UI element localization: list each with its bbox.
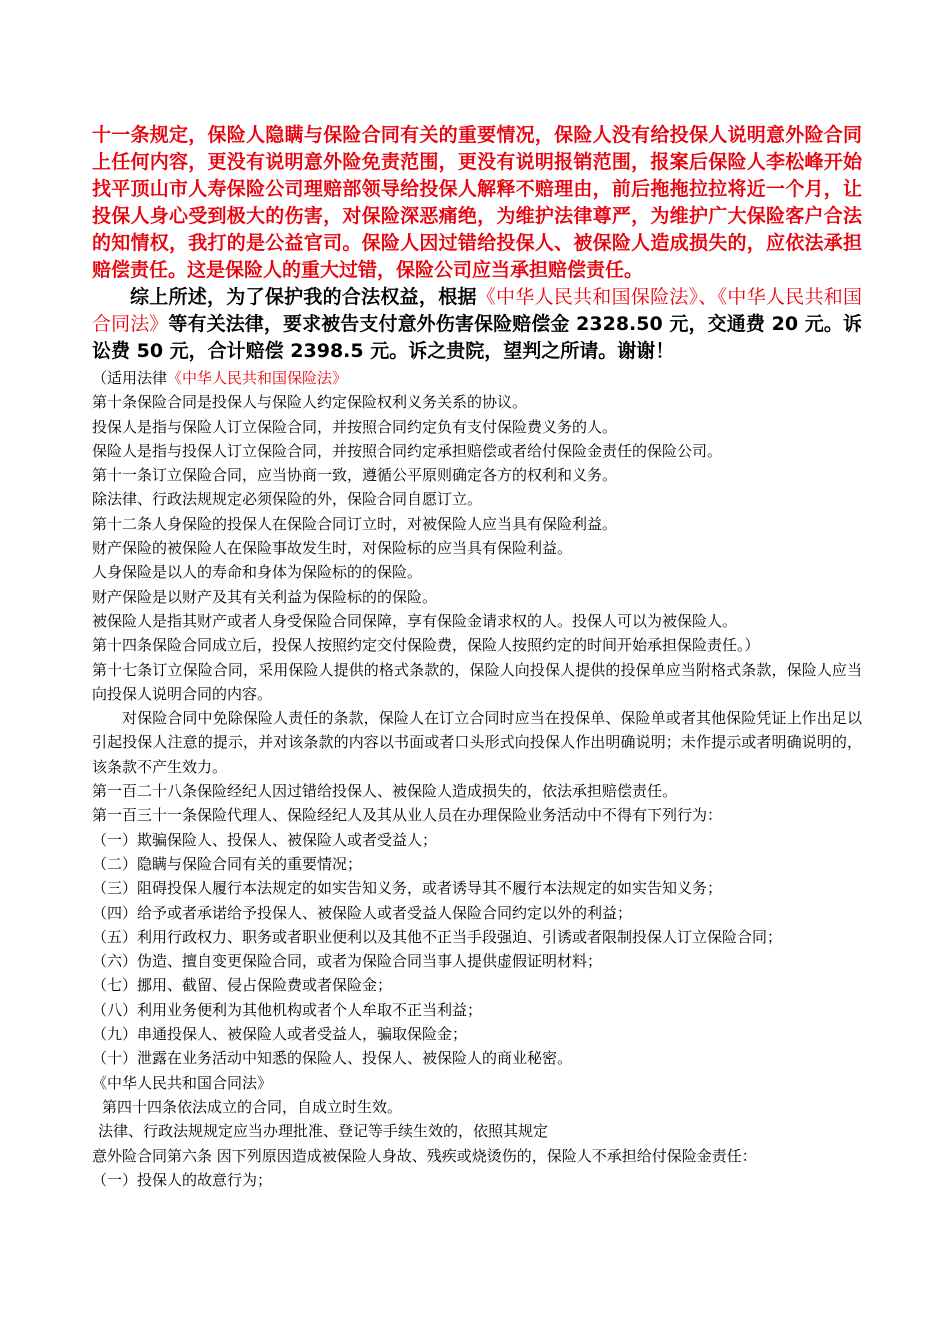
list-item: （七）挪用、截留、侵占保险费或者保险金； bbox=[92, 976, 393, 995]
summary-law-reference: 《中华人民共和国保险法》、《中华人民共和国合同法》 bbox=[92, 286, 862, 335]
list-item: （九）串通投保人、被保险人或者受益人，骗取保险金； bbox=[92, 1025, 468, 1044]
list-item: （一）欺骗保险人、投保人、被保险人或者受益人； bbox=[92, 830, 438, 849]
accident-clause-line: 意外险合同第六条 因下列原因造成被保险人身故、残疾或烧烫伤的，保险人不承担给付保险金责任： bbox=[92, 1146, 757, 1165]
red-paragraph: 十一条规定，保险人隐瞒与保险合同有关的重要情况，保险人没有给投保人说明意外险合同上任何内容，更没有说明意外险免责范围，更没有说明报销范围，报案后保险人李松峰开始找平顶山市人寿保险公司理赔部领导给投保人解释不赔理由，前后拖拖拉拉将近一个月，让投保人身心受到极大的伤害，对保险深恶痛绝，为维护法律尊严，为维护广大保险客户合法的知情权，我打的是公益官司。保险人因过错给投保人、被保险人造成损失的，应依法承担赔偿责任。这是保险人的重大过错，保险公司应当承担赔偿责任。 bbox=[92, 124, 862, 281]
summary-paragraph bbox=[92, 284, 862, 365]
contract-law-title: 《中华人民共和国合同法》 bbox=[92, 1073, 273, 1092]
list-item: （四）给予或者承诺给予投保人、被保险人或者受益人保险合同约定以外的利益； bbox=[92, 903, 633, 922]
law-line: 人身保险是以人的寿命和身体为保险标的的保险。 bbox=[92, 563, 423, 582]
law-line: 保险人是指与投保人订立保险合同，并按照合同约定承担赔偿或者给付保险金责任的保险公司。 bbox=[92, 441, 723, 460]
applicable-prefix: （适用法律 bbox=[92, 369, 168, 387]
law-line: 第十四条保险合同成立后，投保人按照约定交付保险费，保险人按照约定的时间开始承担保险责任。） bbox=[92, 636, 760, 655]
list-item: （三）阻碍投保人履行本法规定的如实告知义务，或者诱导其不履行本法规定的如实告知义务； bbox=[92, 879, 723, 898]
contract-law-line: 法律、行政法规规定应当办理批准、登记等手续生效的，依照其规定 bbox=[98, 1122, 549, 1141]
article-17: 第十七条订立保险合同，采用保险人提供的格式条款的，保险人向投保人提供的投保单应当附格式条款，保险人应当向投保人说明合同的内容。 bbox=[92, 660, 862, 703]
law-line: 第一百二十八条保险经纪人因过错给投保人、被保险人造成损失的，依法承担赔偿责任。 bbox=[92, 782, 678, 801]
law-line: 财产保险的被保险人在保险事故发生时，对保险标的应当具有保险利益。 bbox=[92, 539, 573, 558]
law-line: 被保险人是指其财产或者人身受保险合同保障，享有保险金请求权的人。投保人可以为被保险人。 bbox=[92, 611, 738, 630]
list-item: （二）隐瞒与保险合同有关的重要情况； bbox=[92, 854, 363, 873]
law-line: 投保人是指与保险人订立保险合同，并按照合同约定负有支付保险费义务的人。 bbox=[92, 417, 618, 436]
contract-law-line: 第四十四条依法成立的合同，自成立时生效。 bbox=[102, 1097, 403, 1116]
law-line: 第十二条人身保险的投保人在保险合同订立时，对被保险人应当具有保险利益。 bbox=[92, 514, 618, 533]
law-line: 第十条保险合同是投保人与保险人约定保险权利义务关系的协议。 bbox=[92, 393, 528, 412]
list-item: （六）伪造、擅自变更保险合同，或者为保险合同当事人提供虚假证明材料； bbox=[92, 952, 603, 971]
applicable-law-line bbox=[92, 366, 862, 390]
summary-text-1: 综上所述，为了保护我的合法权益，根据 bbox=[130, 286, 477, 308]
document-page bbox=[92, 122, 862, 1192]
law-line: 第一百三十一条保险代理人、保险经纪人及其从业人员在办理保险业务活动中不得有下列行为： bbox=[92, 806, 723, 825]
list-item: （十）泄露在业务活动中知悉的保险人、投保人、被保险人的商业秘密。 bbox=[92, 1049, 573, 1068]
law-line: 财产保险是以财产及其有关利益为保险标的的保险。 bbox=[92, 587, 438, 606]
applicable-law-title: 《中华人民共和国保险法》 bbox=[167, 369, 348, 387]
exemption-paragraph: 对保险合同中免除保险人责任的条款，保险人在订立合同时应当在投保单、保险单或者其他保险凭证上作出足以引起投保人注意的提示，并对该条款的内容以书面或者口头形式向投保人作出明确说明；未作提示或者明确说明的，该条款不产生效力。 bbox=[92, 709, 862, 776]
summary-text-2: 等有关法律，要求被告支付意外伤害保险赔偿金 2328.50 元，交通费 20 元。诉讼费 50 元，合计赔偿 2398.5 元。诉之贵院，望判之所请。谢谢！ bbox=[92, 313, 862, 362]
list-item: （五）利用行政权力、职务或者职业便利以及其他不正当手段强迫、引诱或者限制投保人订立保险合同； bbox=[92, 927, 783, 946]
law-line: 第十一条订立保险合同，应当协商一致，遵循公平原则确定各方的权利和义务。 bbox=[92, 466, 618, 485]
list-item: （八）利用业务便利为其他机构或者个人牟取不正当利益； bbox=[92, 1000, 483, 1019]
law-line: 除法律、行政法规规定必须保险的外，保险合同自愿订立。 bbox=[92, 490, 483, 509]
list-item: （一）投保人的故意行为； bbox=[92, 1170, 273, 1189]
